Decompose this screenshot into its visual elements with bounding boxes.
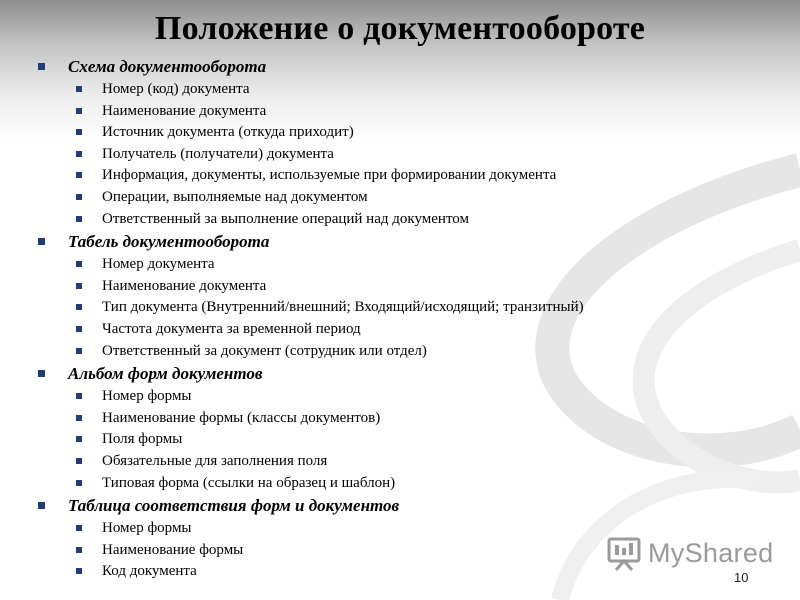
- list-item: [38, 209, 778, 231]
- square-bullet-icon: [76, 348, 82, 354]
- square-bullet-icon: [76, 568, 82, 574]
- square-bullet-icon: [76, 283, 82, 289]
- section-items: [38, 386, 778, 494]
- square-bullet-icon: [76, 525, 82, 531]
- list-item: [38, 386, 778, 408]
- square-bullet-icon: [76, 393, 82, 399]
- list-item: [38, 79, 778, 101]
- logo-text: MyShared: [648, 538, 774, 568]
- list-item-text: Частота документа за временной период: [102, 320, 361, 337]
- list-item-text: Тип документа (Внутренний/внешний; Входящий/исходящий; транзитный): [102, 299, 584, 316]
- section-heading-text: Таблица соответствия форм и документов: [68, 496, 400, 516]
- list-item: [38, 473, 778, 495]
- section-heading: [38, 494, 778, 518]
- list-item: [38, 122, 778, 144]
- square-bullet-icon: [38, 370, 45, 377]
- square-bullet-icon: [76, 480, 82, 486]
- list-item-text: Наименование формы: [102, 541, 244, 558]
- list-item-text: Ответственный за выполнение операций над документом: [102, 210, 470, 227]
- list-item-text: Ответственный за документ (сотрудник или отдел): [102, 342, 427, 359]
- myshared-logo: [606, 535, 776, 575]
- content-list: [38, 55, 778, 583]
- square-bullet-icon: [76, 261, 82, 267]
- list-item: [38, 297, 778, 319]
- section-scheme: [38, 55, 778, 230]
- section-tabel: [38, 230, 778, 362]
- section-album: [38, 362, 778, 494]
- list-item: [38, 341, 778, 363]
- square-bullet-icon: [38, 63, 45, 70]
- list-item: [38, 187, 778, 209]
- section-heading-text: Альбом форм документов: [68, 364, 263, 384]
- list-item-text: Номер документа: [102, 256, 215, 273]
- square-bullet-icon: [76, 108, 82, 114]
- list-item: [38, 254, 778, 276]
- square-bullet-icon: [76, 304, 82, 310]
- square-bullet-icon: [76, 194, 82, 200]
- page-number: 10: [734, 570, 749, 585]
- square-bullet-icon: [76, 436, 82, 442]
- list-item: [38, 429, 778, 451]
- square-bullet-icon: [76, 86, 82, 92]
- square-bullet-icon: [76, 151, 82, 157]
- list-item-text: Код документа: [102, 563, 197, 580]
- section-items: [38, 254, 778, 362]
- section-heading: [38, 362, 778, 386]
- list-item-text: Источник документа (откуда приходит): [102, 124, 354, 141]
- list-item: [38, 319, 778, 341]
- list-item: [38, 101, 778, 123]
- square-bullet-icon: [76, 547, 82, 553]
- square-bullet-icon: [38, 502, 45, 509]
- list-item-text: Наименование формы (классы документов): [102, 409, 381, 426]
- section-heading-text: Табель документооборота: [68, 232, 270, 252]
- square-bullet-icon: [76, 216, 82, 222]
- section-items: [38, 79, 778, 230]
- list-item-text: Номер формы: [102, 388, 192, 405]
- list-item-text: Получатель (получатели) документа: [102, 145, 334, 162]
- list-item-text: Обязательные для заполнения поля: [102, 452, 328, 469]
- list-item-text: Номер формы: [102, 520, 192, 537]
- list-item: [38, 451, 778, 473]
- list-item-text: Информация, документы, используемые при формировании документа: [102, 167, 557, 184]
- list-item-text: Наименование документа: [102, 277, 267, 294]
- square-bullet-icon: [76, 326, 82, 332]
- list-item-text: Наименование документа: [102, 102, 267, 119]
- section-heading: [38, 55, 778, 79]
- list-item-text: Номер (код) документа: [102, 81, 250, 97]
- list-item-text: Типовая форма (ссылки на образец и шаблон): [102, 474, 396, 491]
- list-item-text: Поля формы: [102, 431, 183, 448]
- square-bullet-icon: [38, 238, 45, 245]
- section-heading: [38, 230, 778, 254]
- list-item: [38, 165, 778, 187]
- presentation-board-icon: [606, 537, 642, 571]
- section-heading-text: Схема документооборота: [68, 57, 267, 76]
- square-bullet-icon: [76, 129, 82, 135]
- list-item: [38, 144, 778, 166]
- slide-title: Положение о документообороте: [154, 10, 646, 47]
- square-bullet-icon: [76, 172, 82, 178]
- list-item-text: Операции, выполняемые над документом: [102, 188, 368, 205]
- square-bullet-icon: [76, 458, 82, 464]
- list-item: [38, 276, 778, 298]
- square-bullet-icon: [76, 415, 82, 421]
- list-item: [38, 408, 778, 430]
